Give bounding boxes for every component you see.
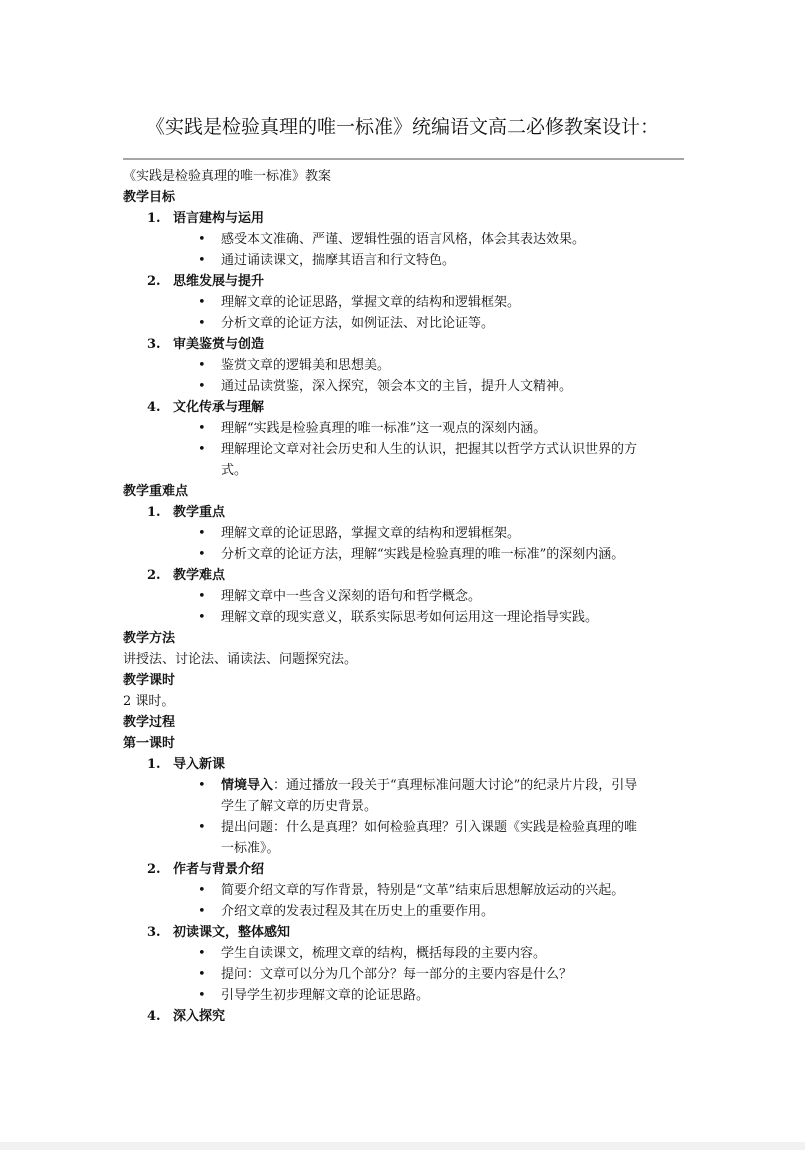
bullet-icon: •	[198, 253, 206, 268]
bullet-icon: •	[198, 967, 206, 982]
process-item	[123, 922, 683, 943]
item-label: 审美鉴赏与创造	[173, 337, 265, 352]
process-item	[123, 1006, 683, 1027]
bullet-icon: •	[198, 421, 206, 436]
sub-heading-first-lesson: 第一课时	[123, 736, 176, 751]
document-title: 《实践是检验真理的唯一标准》统编语文高二必修教案设计：	[145, 116, 659, 138]
bullet-continuation: 学生了解文章的历史背景。	[221, 799, 378, 814]
section-heading-hours: 教学课时	[123, 673, 176, 688]
bullet-item: • 提问：文章可以分为几个部分？每一部分的主要内容是什么？	[123, 964, 683, 985]
bullet-item: • 分析文章的论证方法，理解“实践是检验真理的唯一标准”的深刻内涵。	[123, 544, 683, 565]
item-number: 2.	[147, 568, 161, 583]
item-label: 教学重点	[173, 505, 226, 520]
bullet-icon: •	[198, 232, 206, 247]
goal-item	[123, 271, 683, 292]
item-number: 1.	[147, 505, 161, 520]
bullet-item: • 介绍文章的发表过程及其在历史上的重要作用。	[123, 901, 683, 922]
bullet-icon: •	[198, 547, 206, 562]
horizontal-rule	[123, 158, 684, 160]
bullet-item: • 理解文章中一些含义深刻的语句和哲学概念。	[123, 586, 683, 607]
bullet-item: • 通过诵读课文，揣摩其语言和行文特色。	[123, 250, 683, 271]
bullet-item: • 情境导入：通过播放一段关于“真理标准问题大讨论”的纪录片片段，引导	[123, 775, 683, 796]
item-label: 教学难点	[173, 568, 226, 583]
bullet-item: • 理解文章的论证思路，掌握文章的结构和逻辑框架。	[123, 523, 683, 544]
item-number: 1.	[147, 757, 161, 772]
bullet-item: • 提出问题：什么是真理？如何检验真理？引入课题《实践是检验真理的唯	[123, 817, 683, 838]
bullet-item: • 感受本文准确、严谨、逻辑性强的语言风格，体会其表达效果。	[123, 229, 683, 250]
bullet-item: • 简要介绍文章的写作背景，特别是“文革”结束后思想解放运动的兴起。	[123, 880, 683, 901]
item-label: 导入新课	[173, 757, 226, 772]
item-number: 3.	[147, 925, 161, 940]
bullet-icon: •	[198, 778, 206, 793]
bullet-icon: •	[198, 316, 206, 331]
section-heading-methods: 教学方法	[123, 631, 176, 646]
item-label: 语言建构与运用	[173, 211, 265, 226]
goal-item	[123, 397, 683, 418]
section-heading-key-points: 教学重难点	[123, 484, 189, 499]
process-item	[123, 754, 683, 775]
item-label: 文化传承与理解	[173, 400, 265, 415]
item-label: 深入探究	[173, 1009, 226, 1024]
item-number: 2.	[147, 274, 161, 289]
goal-item	[123, 208, 683, 229]
document-body	[123, 166, 683, 1027]
bullet-item: • 分析文章的论证方法，如例证法、对比论证等。	[123, 313, 683, 334]
item-number: 2.	[147, 862, 161, 877]
bullet-item: • 鉴赏文章的逻辑美和思想美。	[123, 355, 683, 376]
bullet-item: • 理解文章的论证思路，掌握文章的结构和逻辑框架。	[123, 292, 683, 313]
item-label: 初读课文，整体感知	[173, 925, 291, 940]
bullet-icon: •	[198, 946, 206, 961]
methods-text: 讲授法、讨论法、诵读法、问题探究法。	[123, 652, 358, 667]
bullet-icon: •	[198, 610, 206, 625]
bullet-item: • 学生自读课文，梳理文章的结构，概括每段的主要内容。	[123, 943, 683, 964]
item-number: 4.	[147, 1009, 161, 1024]
key-point-item	[123, 502, 683, 523]
bullet-icon: •	[198, 526, 206, 541]
bullet-continuation: 一标准》。	[221, 841, 280, 856]
section-heading-process: 教学过程	[123, 715, 176, 730]
goal-item	[123, 334, 683, 355]
bullet-icon: •	[198, 589, 206, 604]
lesson-plan-title: 《实践是检验真理的唯一标准》教案	[123, 169, 332, 184]
bullet-item: • 引导学生初步理解文章的论证思路。	[123, 985, 683, 1006]
bullet-icon: •	[198, 820, 206, 835]
bullet-icon: •	[198, 883, 206, 898]
item-number: 4.	[147, 400, 161, 415]
bullet-icon: •	[198, 904, 206, 919]
item-number: 1.	[147, 211, 161, 226]
item-label: 思维发展与提升	[173, 274, 265, 289]
bullet-item: • 理解“实践是检验真理的唯一标准”这一观点的深刻内涵。	[123, 418, 683, 439]
bullet-icon: •	[198, 442, 206, 457]
bullet-icon: •	[198, 295, 206, 310]
item-number: 3.	[147, 337, 161, 352]
bullet-icon: •	[198, 379, 206, 394]
bullet-icon: •	[198, 358, 206, 373]
bullet-continuation: 式。	[221, 463, 248, 478]
section-heading-goals: 教学目标	[123, 190, 176, 205]
bullet-item: • 理解理论文章对社会历史和人生的认识，把握其以哲学方式认识世界的方	[123, 439, 683, 460]
item-label: 作者与背景介绍	[173, 862, 265, 877]
bullet-item: • 通过品读赏鉴，深入探究，领会本文的主旨，提升人文精神。	[123, 376, 683, 397]
hours-text: 2 课时。	[123, 694, 175, 709]
process-item	[123, 859, 683, 880]
key-point-item	[123, 565, 683, 586]
bullet-item: • 理解文章的现实意义，联系实际思考如何运用这一理论指导实践。	[123, 607, 683, 628]
bullet-icon: •	[198, 988, 206, 1003]
